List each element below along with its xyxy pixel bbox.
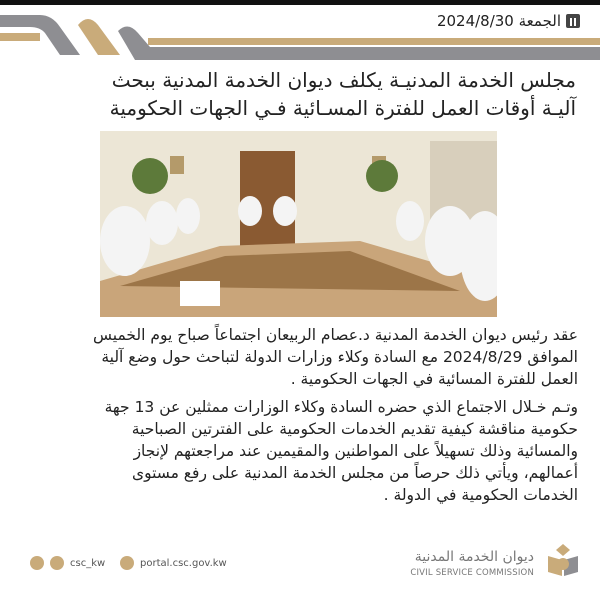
logo-english: CIVIL SERVICE COMMISSION (410, 568, 534, 578)
article-body (18, 324, 578, 512)
csc-logo (540, 542, 586, 582)
headline: مجلس الخدمة المدنيـة يكلف ديوان الخدمة المدنية ببحث آليـة أوقات العمل للفترة المسـائية فـي الجهات الحكومية (109, 68, 576, 120)
social-handle[interactable]: csc_kw (30, 556, 105, 570)
logo-arabic: ديوان الخدمة المدنية (414, 549, 534, 565)
paragraph-2: وتـم خـلال الاجتماع الذي حضره السادة وكلاء الوزارات ممثلين عن 13 جهة حكومية مناقشة كيفية تقديم الخدمات الحكومية على الفترتين الصباحية والمسائية وذلك تسهيلاً على المواطنين والمقيمين عند مراجعتهم لإنجاز أعمالهم، ويأتي ذلك حرصاً من مجلس الخدمة المدنية على رفع مستوى الخدمات الحكومية في الدولة . (104, 398, 578, 504)
globe-icon (120, 556, 134, 570)
instagram-icon[interactable] (30, 556, 44, 570)
website-link[interactable]: portal.csc.gov.kw (120, 556, 227, 570)
post-date: الجمعة 2024/8/30 (437, 12, 580, 30)
x-icon[interactable] (50, 556, 64, 570)
meeting-photo (100, 131, 497, 317)
calendar-icon (566, 14, 580, 28)
paragraph-1: عقد رئيس ديوان الخدمة المدنية د.عصام الربيعان اجتماعاً صباح يوم الخميس الموافق 2024/8/29 مع السادة وكلاء وزارات الدولة لتباحث حول وضع آلية العمل للفترة المسائية في الجهات الحكومية . (93, 326, 578, 388)
